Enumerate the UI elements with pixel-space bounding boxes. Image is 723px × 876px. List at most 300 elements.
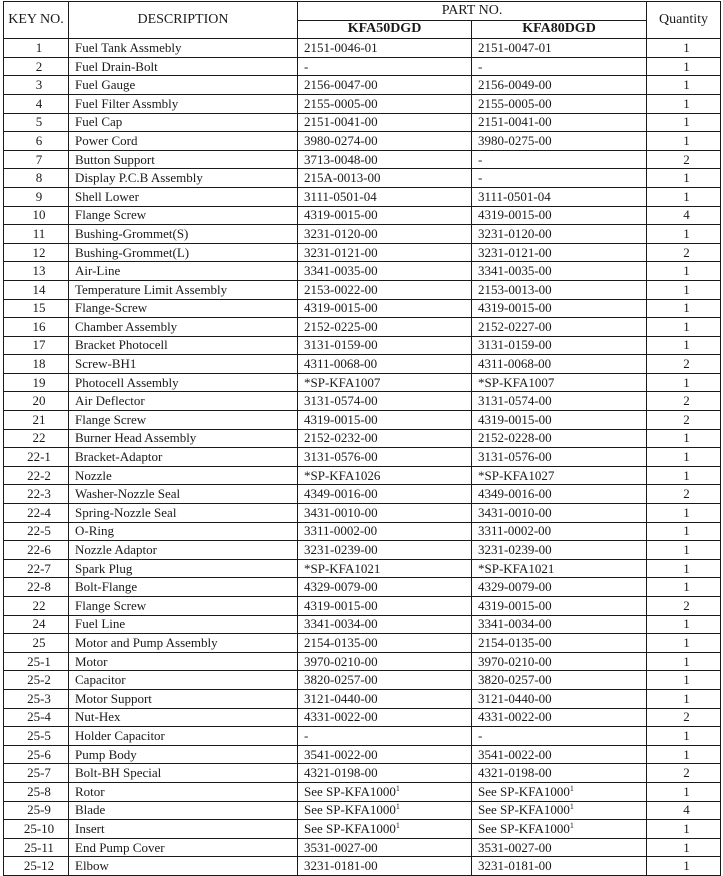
part-no-kfa80dgd-cell-text: 3970-0210-00 xyxy=(478,653,552,669)
description-cell-text: Flange-Screw xyxy=(75,300,148,316)
part-no-kfa80dgd-cell xyxy=(472,838,647,857)
part-no-kfa50dgd-cell xyxy=(298,578,472,597)
part-no-kfa80dgd-cell-text: 3820-0257-00 xyxy=(478,672,552,688)
part-no-kfa50dgd-cell xyxy=(298,615,472,634)
part-no-kfa80dgd-cell-text: 3311-0002-00 xyxy=(478,523,552,539)
key-no-cell xyxy=(4,820,69,839)
description-cell-text: O-Ring xyxy=(75,523,114,539)
quantity-cell xyxy=(647,597,721,616)
description-cell-text: Chamber Assembly xyxy=(75,318,178,334)
description-cell xyxy=(69,689,298,708)
quantity-cell xyxy=(647,39,721,58)
footnote-marker: 1 xyxy=(395,820,400,830)
part-no-kfa50dgd-cell xyxy=(298,708,472,727)
table-row xyxy=(4,411,721,430)
key-no-cell-text: 25 xyxy=(32,634,46,650)
part-no-kfa50dgd-cell xyxy=(298,392,472,411)
key-no-cell xyxy=(4,782,69,801)
part-no-kfa80dgd-cell-text: 2155-0005-00 xyxy=(478,95,552,111)
part-no-kfa80dgd-cell-text: 2152-0228-00 xyxy=(478,430,552,446)
part-no-kfa80dgd-cell-text: 3341-0034-00 xyxy=(478,616,552,632)
table-row xyxy=(4,782,721,801)
description-cell-text: Holder Capacitor xyxy=(75,727,165,743)
description-cell xyxy=(69,392,298,411)
quantity-cell-text: 1 xyxy=(683,727,690,743)
part-no-kfa50dgd-cell xyxy=(298,652,472,671)
header-quantity: Quantity xyxy=(647,2,721,39)
description-cell-text: Spark Plug xyxy=(75,560,133,576)
quantity-cell xyxy=(647,689,721,708)
table-row xyxy=(4,857,721,876)
key-no-cell xyxy=(4,634,69,653)
quantity-cell-text: 1 xyxy=(683,783,690,799)
quantity-cell xyxy=(647,522,721,541)
table-row xyxy=(4,262,721,281)
key-no-cell xyxy=(4,225,69,244)
footnote-marker: 1 xyxy=(395,783,400,793)
part-no-kfa80dgd-cell xyxy=(472,745,647,764)
quantity-cell-text: 1 xyxy=(683,690,690,706)
footnote-marker: 1 xyxy=(395,802,400,812)
table-row xyxy=(4,708,721,727)
part-no-kfa50dgd-cell-text: 4319-0015-00 xyxy=(304,411,378,427)
part-no-kfa50dgd-cell xyxy=(298,429,472,448)
part-no-kfa50dgd-cell xyxy=(298,39,472,58)
table-row xyxy=(4,689,721,708)
table-row xyxy=(4,373,721,392)
quantity-cell xyxy=(647,745,721,764)
part-no-kfa50dgd-cell-text: 3311-0002-00 xyxy=(304,523,378,539)
quantity-cell-text: 1 xyxy=(683,467,690,483)
key-no-cell xyxy=(4,243,69,262)
part-no-kfa50dgd-cell-text: 4311-0068-00 xyxy=(304,356,378,372)
part-no-kfa80dgd-cell xyxy=(472,634,647,653)
key-no-cell-text: 25-1 xyxy=(27,653,51,669)
part-no-kfa80dgd-cell xyxy=(472,559,647,578)
key-no-cell-text: 22-3 xyxy=(27,486,51,502)
part-no-kfa50dgd-cell-text: 3341-0035-00 xyxy=(304,263,378,279)
part-no-kfa80dgd-cell-text: 4329-0079-00 xyxy=(478,579,552,595)
description-cell-text: Insert xyxy=(75,820,105,836)
quantity-cell xyxy=(647,187,721,206)
key-no-cell-text: 4 xyxy=(35,95,43,111)
key-no-cell-text: 22-4 xyxy=(27,504,51,520)
description-cell xyxy=(69,132,298,151)
part-no-kfa50dgd-cell-text: See SP-KFA1000 xyxy=(304,783,396,799)
quantity-cell-text: 2 xyxy=(683,356,690,372)
description-cell-text: Fuel Drain-Bolt xyxy=(75,58,158,74)
part-no-kfa80dgd-cell-text: 3121-0440-00 xyxy=(478,690,552,706)
part-no-kfa50dgd-cell xyxy=(298,838,472,857)
part-no-kfa50dgd-cell-text: 3131-0159-00 xyxy=(304,337,378,353)
key-no-cell xyxy=(4,485,69,504)
part-no-kfa80dgd-cell xyxy=(472,411,647,430)
key-no-cell xyxy=(4,745,69,764)
quantity-cell-text: 1 xyxy=(683,449,690,465)
key-no-cell xyxy=(4,169,69,188)
table-row xyxy=(4,522,721,541)
description-cell-text: Air-Line xyxy=(75,263,121,279)
description-cell xyxy=(69,94,298,113)
part-no-kfa50dgd-cell xyxy=(298,411,472,430)
table-row xyxy=(4,355,721,374)
part-no-kfa50dgd-cell xyxy=(298,485,472,504)
part-no-kfa50dgd-cell xyxy=(298,634,472,653)
key-no-cell-text: 22 xyxy=(32,597,46,613)
part-no-kfa50dgd-cell-text: 4319-0015-00 xyxy=(304,300,378,316)
part-no-kfa80dgd-cell xyxy=(472,280,647,299)
part-no-kfa50dgd-cell-text: 4349-0016-00 xyxy=(304,486,378,502)
table-row xyxy=(4,57,721,76)
description-cell xyxy=(69,150,298,169)
description-cell xyxy=(69,838,298,857)
description-cell-text: Bolt-Flange xyxy=(75,579,138,595)
key-no-cell-text: 25-5 xyxy=(27,727,51,743)
description-cell-text: Capacitor xyxy=(75,672,126,688)
key-no-cell xyxy=(4,838,69,857)
part-no-kfa80dgd-cell-text: 4349-0016-00 xyxy=(478,486,552,502)
part-no-kfa80dgd-cell-text: 4319-0015-00 xyxy=(478,207,552,223)
part-no-kfa80dgd-cell xyxy=(472,578,647,597)
description-cell xyxy=(69,373,298,392)
description-cell xyxy=(69,764,298,783)
part-no-kfa50dgd-cell xyxy=(298,57,472,76)
part-no-kfa50dgd-cell xyxy=(298,801,472,820)
table-row xyxy=(4,113,721,132)
part-no-kfa50dgd-cell xyxy=(298,727,472,746)
part-no-kfa50dgd-cell-text: 2154-0135-00 xyxy=(304,634,378,650)
description-cell-text: Screw-BH1 xyxy=(75,356,137,372)
description-cell xyxy=(69,504,298,523)
description-cell xyxy=(69,57,298,76)
part-no-kfa50dgd-cell xyxy=(298,243,472,262)
description-cell xyxy=(69,336,298,355)
description-cell xyxy=(69,671,298,690)
description-cell xyxy=(69,801,298,820)
quantity-cell xyxy=(647,727,721,746)
key-no-cell xyxy=(4,299,69,318)
key-no-cell-text: 14 xyxy=(32,281,46,297)
description-cell-text: Burner Head Assembly xyxy=(75,430,197,446)
quantity-cell xyxy=(647,708,721,727)
part-no-kfa50dgd-cell xyxy=(298,466,472,485)
quantity-cell xyxy=(647,336,721,355)
table-row xyxy=(4,597,721,616)
part-no-kfa50dgd-cell xyxy=(298,373,472,392)
part-no-kfa50dgd-cell xyxy=(298,225,472,244)
header-model-kfa50dgd: KFA50DGD xyxy=(298,20,472,39)
table-row xyxy=(4,448,721,467)
part-no-kfa80dgd-cell xyxy=(472,708,647,727)
description-cell-text: Bracket-Adaptor xyxy=(75,449,163,465)
table-row xyxy=(4,392,721,411)
quantity-cell xyxy=(647,206,721,225)
part-no-kfa50dgd-cell-text: *SP-KFA1007 xyxy=(304,374,381,390)
quantity-cell-text: 1 xyxy=(683,634,690,650)
description-cell-text: Fuel Gauge xyxy=(75,77,136,93)
key-no-cell xyxy=(4,429,69,448)
quantity-cell-text: 1 xyxy=(683,132,690,148)
key-no-cell xyxy=(4,541,69,560)
quantity-cell-text: 1 xyxy=(683,281,690,297)
part-no-kfa50dgd-cell-text: 3131-0576-00 xyxy=(304,449,378,465)
part-no-kfa80dgd-cell xyxy=(472,57,647,76)
part-no-kfa80dgd-cell-text: - xyxy=(478,58,483,74)
description-cell-text: Pump Body xyxy=(75,746,137,762)
part-no-kfa80dgd-cell-text: 2152-0227-00 xyxy=(478,318,552,334)
header-key-no: KEY NO. xyxy=(4,2,69,39)
part-no-kfa50dgd-cell-text: 4329-0079-00 xyxy=(304,579,378,595)
quantity-cell xyxy=(647,113,721,132)
part-no-kfa80dgd-cell-text: 3131-0576-00 xyxy=(478,449,552,465)
quantity-cell-text: 1 xyxy=(683,560,690,576)
description-cell-text: Flange Screw xyxy=(75,411,147,427)
quantity-cell-text: 4 xyxy=(683,802,690,818)
part-no-kfa80dgd-cell-text: 3341-0035-00 xyxy=(478,263,552,279)
key-no-cell xyxy=(4,671,69,690)
quantity-cell-text: 1 xyxy=(683,504,690,520)
description-cell-text: Bushing-Grommet(S) xyxy=(75,225,189,241)
part-no-kfa50dgd-cell-text: 2155-0005-00 xyxy=(304,95,378,111)
key-no-cell-text: 24 xyxy=(32,616,46,632)
part-no-kfa50dgd-cell-text: *SP-KFA1026 xyxy=(304,467,381,483)
part-no-kfa50dgd-cell-text: 3341-0034-00 xyxy=(304,616,378,632)
description-cell-text: Elbow xyxy=(75,858,109,874)
table-row xyxy=(4,559,721,578)
part-no-kfa50dgd-cell xyxy=(298,355,472,374)
part-no-kfa50dgd-cell-text: 3231-0181-00 xyxy=(304,858,378,874)
part-no-kfa50dgd-cell-text: 4319-0015-00 xyxy=(304,207,378,223)
description-cell xyxy=(69,355,298,374)
quantity-cell xyxy=(647,652,721,671)
part-no-kfa80dgd-cell-text: *SP-KFA1021 xyxy=(478,560,555,576)
part-no-kfa50dgd-cell xyxy=(298,820,472,839)
description-cell xyxy=(69,559,298,578)
key-no-cell xyxy=(4,318,69,337)
part-no-kfa50dgd-cell-text: 2152-0225-00 xyxy=(304,318,378,334)
quantity-cell xyxy=(647,57,721,76)
description-cell-text: Nut-Hex xyxy=(75,709,121,725)
quantity-cell xyxy=(647,373,721,392)
part-no-kfa80dgd-cell-text: - xyxy=(478,170,483,186)
part-no-kfa50dgd-cell-text: See SP-KFA1000 xyxy=(304,802,396,818)
key-no-cell-text: 25-6 xyxy=(27,746,51,762)
quantity-cell xyxy=(647,559,721,578)
description-cell-text: Motor and Pump Assembly xyxy=(75,634,218,650)
quantity-cell-text: 1 xyxy=(683,523,690,539)
footnote-marker: 1 xyxy=(569,802,574,812)
key-no-cell xyxy=(4,150,69,169)
table-row xyxy=(4,132,721,151)
part-no-kfa50dgd-cell-text: 2151-0041-00 xyxy=(304,114,378,130)
quantity-cell xyxy=(647,857,721,876)
part-no-kfa80dgd-cell xyxy=(472,615,647,634)
quantity-cell-text: 2 xyxy=(683,597,690,613)
key-no-cell-text: 11 xyxy=(32,225,46,241)
table-row xyxy=(4,745,721,764)
key-no-cell-text: 12 xyxy=(32,244,46,260)
quantity-cell xyxy=(647,150,721,169)
part-no-kfa80dgd-cell xyxy=(472,206,647,225)
key-no-cell-text: 25-2 xyxy=(27,672,51,688)
table-header xyxy=(4,2,721,39)
description-cell xyxy=(69,578,298,597)
table-row xyxy=(4,225,721,244)
description-cell-text: Bracket Photocell xyxy=(75,337,168,353)
quantity-cell-text: 1 xyxy=(683,39,690,55)
part-no-kfa50dgd-cell-text: 3111-0501-04 xyxy=(304,188,377,204)
part-no-kfa80dgd-cell xyxy=(472,39,647,58)
part-no-kfa80dgd-cell-text: 3231-0120-00 xyxy=(478,225,552,241)
key-no-cell xyxy=(4,708,69,727)
part-no-kfa50dgd-cell xyxy=(298,76,472,95)
header-part-no: PART NO. xyxy=(298,2,647,21)
key-no-cell xyxy=(4,727,69,746)
key-no-cell-text: 25-9 xyxy=(27,802,51,818)
key-no-cell-text: 22-2 xyxy=(27,467,51,483)
quantity-cell-text: 1 xyxy=(683,839,690,855)
table-row xyxy=(4,652,721,671)
description-cell xyxy=(69,727,298,746)
table-row xyxy=(4,838,721,857)
key-no-cell xyxy=(4,597,69,616)
quantity-cell xyxy=(647,764,721,783)
description-cell xyxy=(69,113,298,132)
table-row xyxy=(4,243,721,262)
part-no-kfa50dgd-cell-text: 2152-0232-00 xyxy=(304,430,378,446)
table-row xyxy=(4,39,721,58)
quantity-cell-text: 2 xyxy=(683,486,690,502)
key-no-cell xyxy=(4,578,69,597)
part-no-kfa50dgd-cell xyxy=(298,318,472,337)
table-row xyxy=(4,485,721,504)
key-no-cell xyxy=(4,206,69,225)
part-no-kfa80dgd-cell-text: 4319-0015-00 xyxy=(478,411,552,427)
table-row xyxy=(4,169,721,188)
part-no-kfa80dgd-cell-text: 3111-0501-04 xyxy=(478,188,551,204)
description-cell xyxy=(69,541,298,560)
description-cell xyxy=(69,782,298,801)
description-cell xyxy=(69,745,298,764)
part-no-kfa80dgd-cell-text: 2156-0049-00 xyxy=(478,77,552,93)
description-cell-text: Bushing-Grommet(L) xyxy=(75,244,190,260)
key-no-cell xyxy=(4,411,69,430)
table-row xyxy=(4,187,721,206)
description-cell xyxy=(69,262,298,281)
part-no-kfa50dgd-cell xyxy=(298,299,472,318)
part-no-kfa80dgd-cell-text: See SP-KFA1000 xyxy=(478,820,570,836)
description-cell-text: Temperature Limit Assembly xyxy=(75,281,228,297)
part-no-kfa50dgd-cell xyxy=(298,597,472,616)
key-no-cell xyxy=(4,857,69,876)
quantity-cell-text: 1 xyxy=(683,542,690,558)
description-cell-text: Blade xyxy=(75,802,106,818)
part-no-kfa80dgd-cell xyxy=(472,373,647,392)
quantity-cell xyxy=(647,782,721,801)
table-row xyxy=(4,578,721,597)
part-no-kfa50dgd-cell-text: 2156-0047-00 xyxy=(304,77,378,93)
description-cell-text: Display P.C.B Assembly xyxy=(75,170,203,186)
quantity-cell xyxy=(647,429,721,448)
description-cell xyxy=(69,411,298,430)
part-no-kfa80dgd-cell xyxy=(472,466,647,485)
quantity-cell xyxy=(647,169,721,188)
description-cell-text: Flange Screw xyxy=(75,597,147,613)
part-no-kfa80dgd-cell xyxy=(472,243,647,262)
part-no-kfa50dgd-cell xyxy=(298,671,472,690)
part-no-kfa50dgd-cell xyxy=(298,113,472,132)
key-no-cell-text: 17 xyxy=(32,337,46,353)
description-cell-text: Shell Lower xyxy=(75,188,139,204)
quantity-cell xyxy=(647,448,721,467)
key-no-cell-text: 5 xyxy=(35,114,43,130)
quantity-cell xyxy=(647,820,721,839)
part-no-kfa80dgd-cell-text: *SP-KFA1027 xyxy=(478,467,555,483)
part-no-kfa50dgd-cell-text: - xyxy=(304,58,309,74)
description-cell xyxy=(69,708,298,727)
table-row xyxy=(4,429,721,448)
key-no-cell-text: 22-1 xyxy=(27,449,51,465)
footnote-marker: 1 xyxy=(569,783,574,793)
quantity-cell xyxy=(647,615,721,634)
quantity-cell-text: 1 xyxy=(683,225,690,241)
part-no-kfa80dgd-cell xyxy=(472,504,647,523)
key-no-cell xyxy=(4,466,69,485)
quantity-cell-text: 2 xyxy=(683,765,690,781)
quantity-cell-text: 1 xyxy=(683,300,690,316)
part-no-kfa50dgd-cell xyxy=(298,448,472,467)
part-no-kfa50dgd-cell-text: 3131-0574-00 xyxy=(304,393,378,409)
part-no-kfa80dgd-cell xyxy=(472,522,647,541)
quantity-cell xyxy=(647,318,721,337)
part-no-kfa80dgd-cell-text: 4321-0198-00 xyxy=(478,765,552,781)
quantity-cell-text: 1 xyxy=(683,318,690,334)
description-cell xyxy=(69,522,298,541)
key-no-cell xyxy=(4,57,69,76)
description-cell-text: Photocell Assembly xyxy=(75,374,179,390)
part-no-kfa80dgd-cell-text: - xyxy=(478,151,483,167)
quantity-cell xyxy=(647,94,721,113)
key-no-cell-text: 6 xyxy=(35,132,43,148)
part-no-kfa80dgd-cell-text: 3131-0574-00 xyxy=(478,393,552,409)
description-cell-text: Power Cord xyxy=(75,132,138,148)
part-no-kfa50dgd-cell xyxy=(298,559,472,578)
part-no-kfa80dgd-cell-text: See SP-KFA1000 xyxy=(478,783,570,799)
quantity-cell xyxy=(647,838,721,857)
parts-list-table xyxy=(3,1,721,876)
quantity-cell-text: 2 xyxy=(683,411,690,427)
footnote-marker: 1 xyxy=(569,820,574,830)
key-no-cell-text: 22 xyxy=(32,430,46,446)
part-no-kfa80dgd-cell-text: 2151-0041-00 xyxy=(478,114,552,130)
quantity-cell xyxy=(647,541,721,560)
quantity-cell-text: 1 xyxy=(683,188,690,204)
key-no-cell-text: 25-4 xyxy=(27,709,51,725)
part-no-kfa50dgd-cell xyxy=(298,745,472,764)
key-no-cell xyxy=(4,336,69,355)
part-no-kfa50dgd-cell xyxy=(298,504,472,523)
description-cell xyxy=(69,243,298,262)
key-no-cell xyxy=(4,355,69,374)
key-no-cell-text: 13 xyxy=(32,263,46,279)
key-no-cell-text: 22-6 xyxy=(27,542,51,558)
description-cell xyxy=(69,76,298,95)
quantity-cell xyxy=(647,578,721,597)
key-no-cell xyxy=(4,448,69,467)
description-cell-text: Washer-Nozzle Seal xyxy=(75,486,181,502)
key-no-cell-text: 21 xyxy=(32,411,46,427)
key-no-cell-text: 22-8 xyxy=(27,579,51,595)
